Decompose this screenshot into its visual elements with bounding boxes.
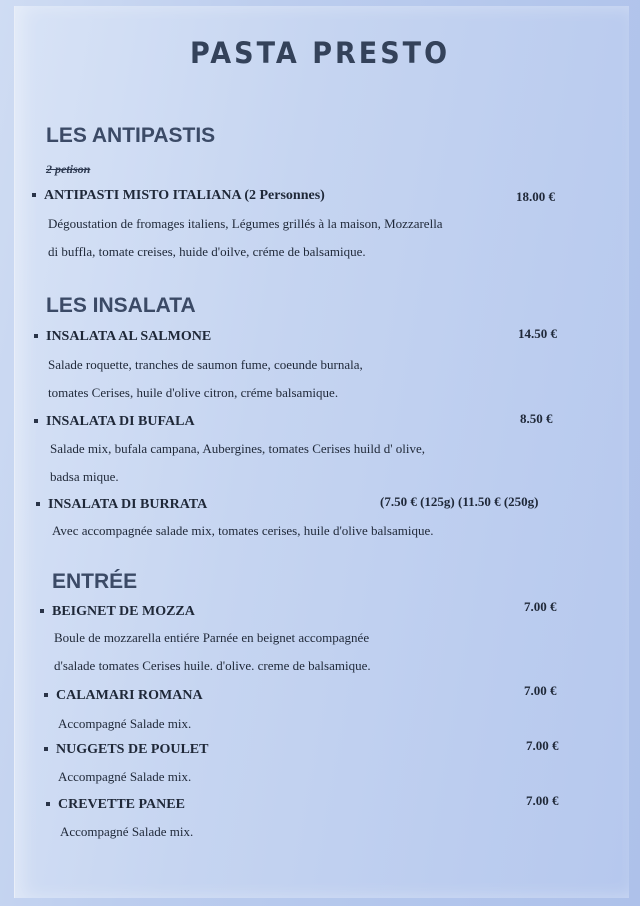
item-description-line: tomates Cerises, huile d'olive citron, créme balsamique.	[48, 385, 339, 400]
item-name: ANTIPASTI MISTO ITALIANA (2 Personnes)	[44, 188, 325, 203]
bullet-icon	[44, 747, 48, 751]
item-name: INSALATA DI BURRATA	[48, 497, 208, 512]
item-price: 18.00 €	[516, 189, 555, 204]
item-name: CREVETTE PANEE	[58, 797, 185, 812]
bullet-icon	[36, 502, 40, 506]
menu-item-nuggets-poulet	[44, 742, 208, 758]
item-description-line: d'salade tomates Cerises huile. d'olive. creme de balsamique.	[54, 658, 371, 673]
bullet-icon	[34, 419, 38, 423]
item-price: (7.50 € (125g) (11.50 € (250g)	[380, 494, 539, 509]
item-price: 8.50 €	[520, 411, 553, 426]
menu-item-insalata-bufala	[34, 414, 195, 430]
item-name: NUGGETS DE POULET	[56, 742, 209, 757]
menu-item-insalata-salmone	[34, 329, 211, 345]
item-name: INSALATA DI BUFALA	[46, 414, 195, 429]
item-description-line: Accompagné Salade mix.	[58, 716, 192, 731]
item-price: 7.00 €	[526, 793, 559, 808]
section-heading-insalata: LES INSALATA	[46, 294, 196, 317]
item-name: BEIGNET DE MOZZA	[52, 604, 195, 619]
item-name: INSALATA AL SALMONE	[46, 329, 212, 344]
menu-item-beignet-mozza	[40, 604, 195, 620]
crossed-out-note: 2 petison	[46, 162, 91, 176]
item-description-line: Salade mix, bufala campana, Aubergines, tomates Cerises huild d' olive,	[50, 441, 426, 456]
item-description-line: Avec accompagnée salade mix, tomates cerises, huile d'olive balsamique.	[52, 523, 434, 538]
item-name: CALAMARI ROMANA	[56, 688, 203, 703]
bullet-icon	[32, 193, 36, 197]
bullet-icon	[46, 802, 50, 806]
item-price: 14.50 €	[518, 326, 557, 341]
bullet-icon	[44, 693, 48, 697]
item-description-line: Accompagné Salade mix.	[60, 824, 194, 839]
bullet-icon	[34, 334, 38, 338]
section-heading-entree: ENTRÉE	[52, 570, 138, 593]
bullet-icon	[40, 609, 44, 613]
item-description-line: badsa mique.	[50, 469, 119, 484]
item-price: 7.00 €	[526, 738, 559, 753]
item-description-line: Dégoustation de fromages italiens, Légumes grillés à la maison, Mozzarella	[48, 216, 443, 231]
item-description-line: Boule de mozzarella entiére Parnée en beignet accompagnée	[54, 630, 370, 645]
item-description-line: Accompagné Salade mix.	[58, 769, 192, 784]
item-price: 7.00 €	[524, 599, 557, 614]
menu-item-insalata-burrata	[36, 497, 207, 513]
section-heading-antipastis: LES ANTIPASTIS	[46, 124, 216, 147]
menu-item-calamari-romana	[44, 688, 203, 704]
item-price: 7.00 €	[524, 683, 557, 698]
item-description-line: di buffla, tomate creises, huide d'oilve, créme de balsamique.	[48, 244, 366, 259]
menu-item-antipasti-misto	[32, 188, 325, 204]
menu-item-crevette-panee	[46, 797, 185, 813]
menu-title: PASTA PRESTO	[189, 36, 451, 71]
item-description-line: Salade roquette, tranches de saumon fume, coeunde burnala,	[48, 357, 363, 372]
